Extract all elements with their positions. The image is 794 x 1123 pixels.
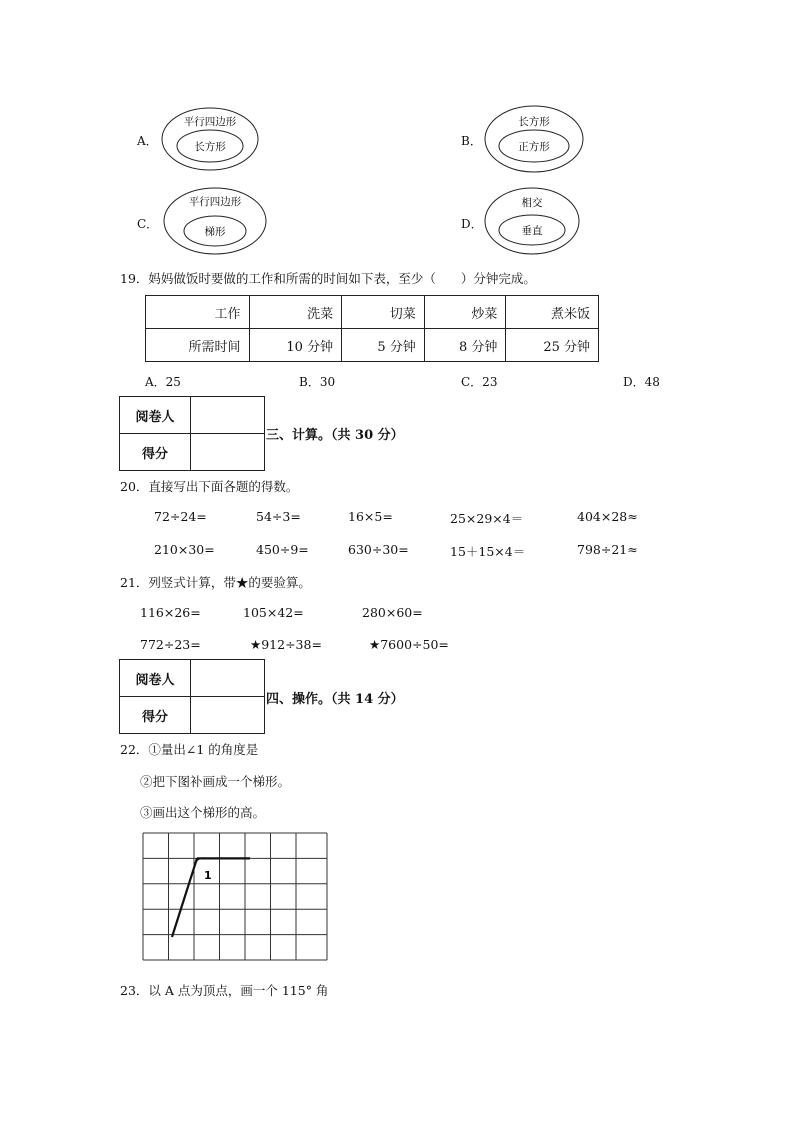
venn-a-inner: 长方形: [194, 141, 226, 153]
problem: 404×28≈: [577, 509, 638, 524]
venn-b-outer: 长方形: [518, 116, 550, 128]
table-cell: 洗菜: [249, 296, 342, 329]
table-cell: 8 分钟: [424, 329, 506, 362]
table-cell: 10 分钟: [249, 329, 342, 362]
venn-d-inner: 垂直: [521, 225, 543, 237]
q23-question: 23．以 A 点为顶点，画一个 115° 角: [120, 983, 329, 998]
venn-b-inner: 正方形: [518, 141, 550, 153]
score-box-section3: [119, 396, 265, 471]
problem: 15＋15×4＝: [450, 544, 526, 559]
problem: 54÷3=: [256, 509, 301, 524]
problem: ★7600÷50=: [369, 637, 449, 652]
problem: 116×26=: [140, 605, 201, 620]
venn-c-outer: 平行四边形: [188, 196, 242, 208]
choice-c: C．23: [461, 375, 498, 389]
choice-b: B．30: [299, 375, 336, 389]
score-box-section4: [119, 659, 265, 734]
reviewer-label: 阅卷人: [120, 397, 191, 434]
venn-diagram-d: [483, 186, 581, 256]
score-field[interactable]: [191, 697, 265, 734]
q19-question: 19．妈妈做饭时要做的工作和所需的时间如下表，至少（ ）分钟完成。: [120, 271, 536, 286]
problem: 280×60=: [362, 605, 423, 620]
problem: 210×30=: [154, 542, 215, 557]
table-cell: 炒菜: [424, 296, 506, 329]
venn-d-outer: 相交: [521, 197, 543, 209]
q21-question: 21．列竖式计算，带★的要验算。: [120, 575, 311, 590]
angle-label: 1: [204, 869, 212, 882]
q20-question: 20．直接写出下面各题的得数。: [120, 479, 299, 494]
grid-figure: [140, 830, 332, 965]
venn-diagram-c: [162, 186, 268, 256]
problem: 772÷23=: [140, 637, 201, 652]
problem: 630÷30=: [348, 542, 409, 557]
problem: 798÷21≈: [577, 542, 638, 557]
grid-lines: [143, 833, 327, 960]
table-cell: 所需时间: [146, 329, 250, 362]
work-time-table: [145, 295, 599, 362]
table-cell: 25 分钟: [506, 329, 599, 362]
reviewer-field[interactable]: [191, 397, 265, 434]
problem: ★912÷38=: [250, 637, 322, 652]
problem: 16×5=: [348, 509, 393, 524]
table-row: [146, 329, 599, 362]
venn-diagram-a: [160, 106, 260, 172]
choice-a: A．25: [145, 375, 181, 389]
reviewer-label: 阅卷人: [120, 660, 191, 697]
score-label: 得分: [120, 697, 191, 734]
section3-title: 三、计算。（共 30 分）: [266, 428, 404, 443]
option-a-letter: A．: [137, 134, 158, 148]
table-cell: 切菜: [342, 296, 425, 329]
venn-c-inner: 梯形: [204, 226, 226, 238]
option-c-letter: C．: [137, 217, 159, 231]
problem: 105×42=: [243, 605, 304, 620]
venn-a-outer: 平行四边形: [183, 116, 237, 128]
table-row: [146, 296, 599, 329]
table-cell: 煮米饭: [506, 296, 599, 329]
q22-line2: ②把下图补画成一个梯形。: [140, 774, 291, 789]
problem: 72÷24=: [154, 509, 207, 524]
venn-diagram-b: [483, 104, 585, 174]
option-d-letter: D．: [461, 217, 483, 231]
section4-title: 四、操作。（共 14 分）: [266, 692, 404, 707]
table-cell: 5 分钟: [342, 329, 425, 362]
q22-line3: ③画出这个梯形的高。: [140, 805, 266, 820]
choice-d: D．48: [623, 375, 660, 389]
table-cell: 工作: [146, 296, 250, 329]
problem: 25×29×4＝: [450, 511, 524, 526]
option-b-letter: B．: [461, 134, 482, 148]
score-label: 得分: [120, 434, 191, 471]
problem: 450÷9=: [256, 542, 309, 557]
reviewer-field[interactable]: [191, 660, 265, 697]
q22-line1: 22．①量出∠1 的角度是: [120, 742, 259, 757]
score-field[interactable]: [191, 434, 265, 471]
